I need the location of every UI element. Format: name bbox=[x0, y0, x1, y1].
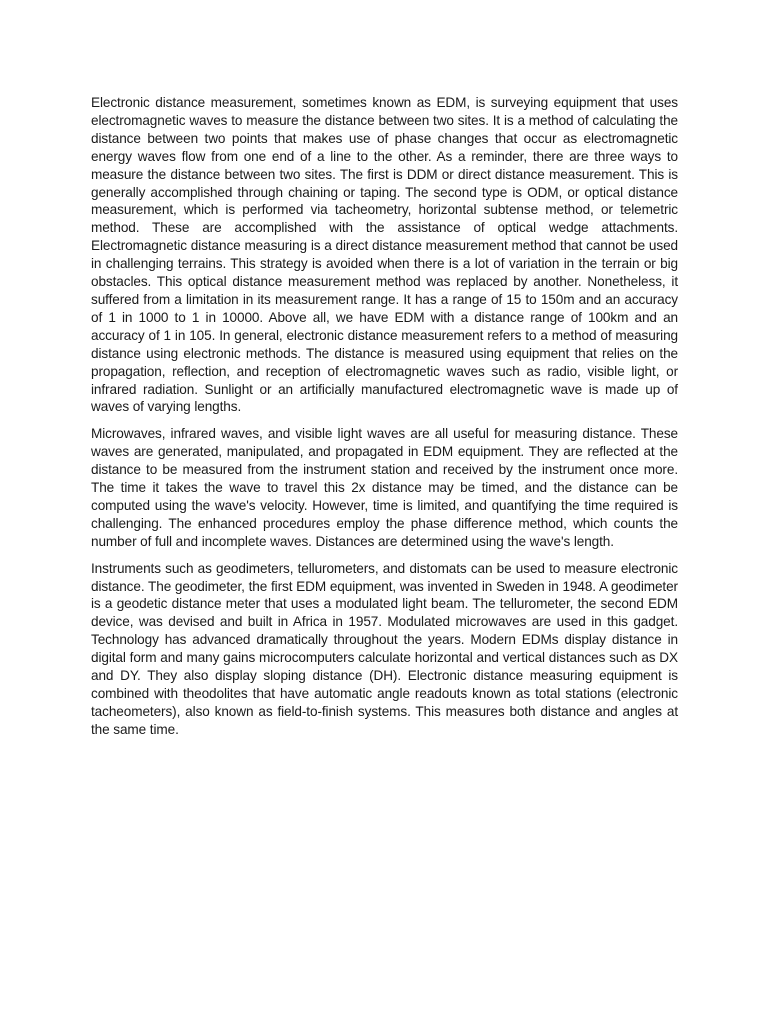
document-body bbox=[91, 94, 678, 748]
paragraph-edm-instruments: Instruments such as geodimeters, tellurometers, and distomats can be used to measure electronic distance. The geodimeter, the first EDM equipment, was invented in Sweden in 1948. A geodimeter is a geodetic distance meter that uses a modulated light beam. The tellurometer, the second EDM device, was devised and built in Africa in 1957. Modulated microwaves are used in this gadget. Technology has advanced dramatically throughout the years. Modern EDMs display distance in digital form and many gains microcomputers calculate horizontal and vertical distances such as DX and DY. They also display sloping distance (DH). Electronic distance measuring equipment is combined with theodolites that have automatic angle readouts known as total stations (electronic tacheometers), also known as field-to-finish systems. This measures both distance and angles at the same time. bbox=[91, 560, 678, 737]
paragraph-wave-measurement: Microwaves, infrared waves, and visible light waves are all useful for measuring distance. These waves are generated, manipulated, and propagated in EDM equipment. They are reflected at the distance to be measured from the instrument station and received by the instrument once more. The time it takes the wave to travel this 2x distance may be timed, and the distance can be computed using the wave's velocity. However, time is limited, and quantifying the time required is challenging. The enhanced procedures employ the phase difference method, which counts the number of full and incomplete waves. Distances are determined using the wave's length. bbox=[91, 426, 678, 549]
paragraph-edm-introduction: Electronic distance measurement, sometimes known as EDM, is surveying equipment that uses electromagnetic waves to measure the distance between two sites. It is a method of calculating the distance between two points that makes use of phase changes that occur as electromagnetic energy waves flow from one end of a line to the other. As a reminder, there are three ways to measure the distance between two sites. The first is DDM or direct distance measurement. This is generally accomplished through chaining or taping. The second type is ODM, or optical distance measurement, which is performed via tacheometry, horizontal subtense method, or telemetric method. These are accomplished with the assistance of optical wedge attachments. Electromagnetic distance measuring is a direct distance measurement method that cannot be used in challenging terrains. This strategy is avoided when there is a lot of variation in the terrain or big obstacles. This optical distance measurement method was replaced by another. Nonetheless, it suffered from a limitation in its measurement range. It has a range of 15 to 150m and an accuracy of 1 in 1000 to 1 in 10000. Above all, we have EDM with a distance range of 100km and an accuracy of 1 in 105. In general, electronic distance measurement refers to a method of measuring distance using electronic methods. The distance is measured using equipment that relies on the propagation, reflection, and reception of electromagnetic waves such as radio, visible light, or infrared radiation. Sunlight or an artificially manufactured electromagnetic wave is made up of waves of varying lengths. bbox=[91, 95, 678, 415]
